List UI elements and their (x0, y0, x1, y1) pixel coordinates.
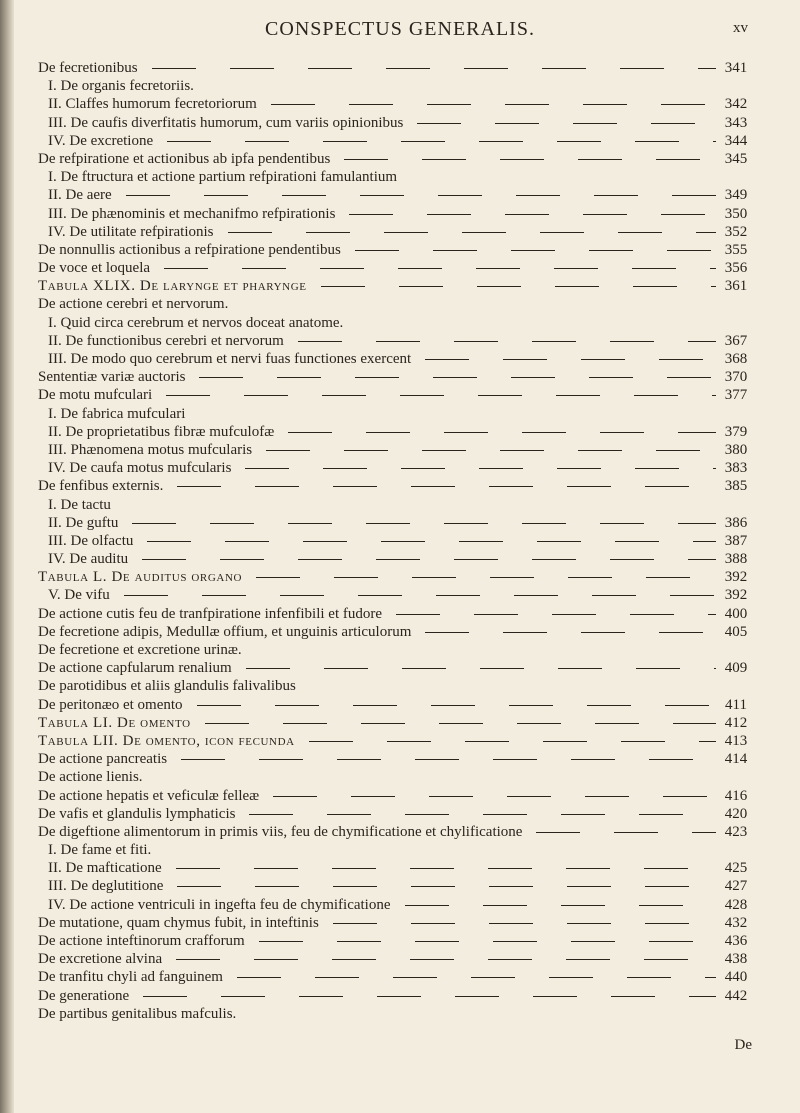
dash-leader (177, 882, 716, 892)
toc-entry-line (38, 60, 716, 77)
dash-leader (242, 300, 716, 310)
dash-leader (199, 373, 716, 383)
toc-page-number: 427 (724, 878, 748, 895)
toc-page-number: 370 (724, 369, 748, 386)
toc-page-number: 368 (724, 351, 748, 367)
dash-leader (417, 118, 716, 128)
toc-entry (0, 515, 800, 533)
toc-entry (0, 897, 800, 915)
toc-page-number: 414 (724, 751, 748, 768)
dash-leader (249, 809, 716, 819)
toc-entry-line (38, 642, 716, 659)
toc-page-number: 425 (724, 860, 748, 877)
toc-entry (0, 151, 800, 169)
toc-entry (0, 478, 800, 496)
catchword: De (734, 1036, 752, 1053)
dash-leader (273, 791, 716, 801)
toc-entry-title: III. De phænominis et mechanifmo refpirationis (48, 205, 336, 222)
toc-entry-title: De nonnullis actionibus a refpiratione pendentibus (38, 241, 341, 258)
toc-entry-line (48, 333, 716, 350)
toc-entry (0, 187, 800, 205)
toc-entry-title: De voce et loquela (38, 260, 151, 277)
toc-page-number: 345 (724, 150, 748, 167)
toc-page-number: 405 (724, 623, 748, 640)
toc-entry-title: De parotidibus et aliis glandulis falivalibus (38, 678, 296, 695)
toc-entry-line (38, 606, 716, 623)
toc-page-number: 416 (724, 787, 748, 804)
toc-entry-title: De actione pancreatis (38, 751, 168, 768)
dash-leader (125, 500, 716, 510)
dash-leader (177, 482, 716, 492)
toc-entry (0, 824, 800, 842)
toc-page-number: 438 (724, 951, 748, 968)
dash-leader (199, 409, 716, 419)
toc-entry-line (38, 788, 716, 805)
dash-leader (176, 955, 716, 965)
dash-leader (349, 209, 716, 219)
dash-leader (147, 536, 716, 546)
dash-leader (256, 646, 716, 656)
toc-entry-title: De vafis et glandulis lymphaticis (38, 805, 236, 822)
toc-entry-title: De actione hepatis et veficulæ felleæ (38, 787, 260, 804)
toc-page-number: 392 (724, 587, 748, 604)
dash-leader (166, 391, 716, 401)
toc-entry-title: II. De proprietatibus fibræ mufculofæ (48, 423, 275, 440)
toc-entry-title: III. De modo quo cerebrum et nervi fuas functiones exercent (48, 351, 412, 367)
toc-page-number: 423 (724, 823, 748, 840)
toc-entry-title: III. De deglutitione (48, 878, 164, 895)
toc-entry-title: II. De guftu (48, 514, 119, 531)
dash-leader (167, 136, 716, 146)
toc-entry (0, 115, 800, 133)
toc-page-number: 386 (724, 514, 748, 531)
toc-page-number: 383 (724, 460, 748, 477)
toc-entry (0, 442, 800, 460)
toc-entry-title: IV. De auditu (48, 551, 129, 568)
toc-entry (0, 751, 800, 769)
toc-entry-line (38, 733, 716, 750)
toc-entry (0, 769, 800, 787)
toc-entry-line (48, 406, 716, 423)
dash-leader (157, 773, 716, 783)
toc-entry-title: De refpiratione et actionibus ab ipfa pendentibus (38, 150, 331, 167)
toc-page-number: 411 (725, 696, 747, 713)
dash-leader (142, 555, 716, 565)
toc-entry (0, 460, 800, 478)
toc-entry-line (48, 96, 716, 113)
toc-entry-title: II. De mafticatione (48, 860, 162, 877)
toc-entry (0, 315, 800, 333)
toc-entry (0, 424, 800, 442)
toc-entry-title: De actione lienis. (38, 769, 143, 786)
dash-leader (405, 900, 716, 910)
toc-entry-line (38, 824, 716, 841)
toc-entry-line (38, 296, 716, 313)
toc-entry-line (38, 678, 716, 695)
toc-entry-line (48, 187, 716, 204)
toc-entry-line (38, 915, 716, 932)
dash-leader (228, 227, 716, 237)
toc-entry-line (38, 769, 716, 786)
page-header (0, 18, 800, 48)
toc-entry-line (38, 369, 716, 386)
toc-entry (0, 333, 800, 351)
toc-entry-title: I. De fame et fiti. (48, 842, 152, 859)
toc-entry-line (48, 351, 716, 368)
toc-entry-title: De fecretione adipis, Medullæ offium, et unguinis articulorum (38, 623, 412, 640)
toc-entry (0, 715, 800, 733)
toc-entry (0, 642, 800, 660)
toc-entry-line (38, 660, 716, 677)
toc-entry (0, 387, 800, 405)
dash-leader (181, 755, 716, 765)
toc-entry-line (38, 697, 716, 714)
dash-leader (321, 282, 716, 292)
toc-entry (0, 206, 800, 224)
dash-leader (152, 64, 716, 74)
toc-entry-title: De tranfitu chyli ad fanguinem (38, 969, 223, 986)
toc-entry-title: Tabula LII. De omento, icon fecunda (38, 732, 295, 749)
toc-entry (0, 951, 800, 969)
toc-entry-title: De actione capfularum renalium (38, 660, 232, 677)
dash-leader (344, 154, 716, 164)
toc-entry (0, 406, 800, 424)
dash-leader (357, 318, 716, 328)
toc-entry-line (38, 715, 716, 732)
toc-entry-line (38, 242, 716, 259)
toc-page-number: 341 (724, 60, 748, 76)
dash-leader (165, 846, 716, 856)
toc-entry-title: De partibus genitalibus mafculis. (38, 1005, 237, 1022)
toc-entry (0, 133, 800, 151)
toc-entry (0, 660, 800, 678)
toc-entry-line (48, 878, 716, 895)
toc-page-number: 392 (724, 569, 748, 586)
toc-entry-title: De actione cerebri et nervorum. (38, 296, 229, 313)
toc-entry-title: II. De functionibus cerebri et nervorum (48, 332, 284, 349)
toc-entry (0, 569, 800, 587)
toc-entry (0, 296, 800, 314)
toc-entry-line (38, 278, 716, 295)
toc-entry-line (48, 315, 716, 332)
toc-entry-title: I. De fabrica mufculari (48, 405, 186, 422)
toc-entry-line (38, 969, 716, 986)
toc-entry (0, 969, 800, 987)
toc-entry (0, 242, 800, 260)
toc-entry-title: Sententiæ variæ auctoris (38, 369, 186, 386)
toc-entry-title: De digeftione alimentorum in primis viis, feu de chymificatione et chylificatione (38, 823, 523, 840)
toc-entry-line (48, 224, 716, 241)
toc-entry-title: De actione inteftinorum crafforum (38, 933, 245, 949)
toc-page-number: 350 (724, 205, 748, 222)
toc-entry-line (48, 497, 716, 514)
toc-entry (0, 224, 800, 242)
toc-entry (0, 1006, 800, 1024)
toc-page-number: 442 (724, 987, 748, 1004)
toc-page-number: 352 (724, 223, 748, 240)
dash-leader (310, 682, 716, 692)
toc-entry-line (48, 115, 716, 132)
toc-entry-title: IV. De excretione (48, 132, 154, 149)
running-head: CONSPECTUS GENERALIS. (265, 18, 535, 40)
toc-entry-line (38, 569, 716, 586)
toc-entry-line (38, 751, 716, 768)
toc-entry-title: De fecretionibus (38, 60, 138, 76)
dash-leader (245, 464, 716, 474)
dash-leader (237, 973, 716, 983)
toc-entry-title: De fenfibus externis. (38, 478, 164, 495)
toc-entry-line (48, 533, 716, 550)
toc-entry-line (38, 806, 716, 823)
toc-entry (0, 278, 800, 296)
toc-page-number: 436 (724, 933, 748, 949)
toc-entry-title: IV. De utilitate refpirationis (48, 223, 214, 240)
toc-entry-title: Tabula LI. De omento (38, 714, 191, 731)
toc-page-number: 440 (724, 969, 748, 986)
dash-leader (164, 264, 716, 274)
toc-entry-title: I. De tactu (48, 496, 111, 513)
toc-entry (0, 860, 800, 878)
toc-entry-title: III. Phænomena motus mufcularis (48, 441, 253, 458)
dash-leader (333, 918, 716, 928)
toc-page-number: 388 (724, 551, 748, 568)
toc-entry-title: De fecretione et excretione urinæ. (38, 642, 242, 658)
toc-page-number: 420 (724, 805, 748, 822)
dash-leader (271, 100, 716, 110)
toc-entry (0, 60, 800, 78)
toc-entry (0, 842, 800, 860)
toc-entry-title: III. De caufis diverfitatis humorum, cum variis opinionibus (48, 114, 404, 131)
toc-entry (0, 169, 800, 187)
toc-page-number: 379 (724, 423, 748, 440)
toc-entry-title: II. De aere (48, 187, 112, 204)
toc-entry-line (38, 260, 716, 277)
toc-entry-line (38, 1006, 716, 1023)
toc-entry (0, 606, 800, 624)
toc-entry-title: De mutatione, quam chymus fubit, in inteftinis (38, 914, 319, 931)
toc-entry-line (38, 151, 716, 168)
toc-entry-line (48, 424, 716, 441)
toc-entry-line (38, 951, 716, 968)
dash-leader (266, 445, 716, 455)
toc-entry-line (38, 988, 716, 1005)
toc-entry-line (38, 933, 716, 950)
dash-leader (132, 518, 716, 528)
toc-entry-title: III. De olfactu (48, 532, 134, 549)
toc-entry-line (38, 387, 716, 404)
toc-entry (0, 697, 800, 715)
dash-leader (126, 191, 716, 201)
toc-page-number: 400 (724, 605, 748, 622)
toc-entry-title: De motu mufculari (38, 387, 153, 404)
toc-entry-line (38, 478, 716, 495)
toc-page-number: 413 (724, 732, 748, 749)
dash-leader (288, 427, 716, 437)
toc-entry-line (48, 587, 716, 604)
dash-leader (256, 573, 716, 583)
dash-leader (536, 827, 716, 837)
dash-leader (205, 718, 716, 728)
dash-leader (250, 1009, 716, 1019)
toc-entry (0, 497, 800, 515)
toc-entry (0, 351, 800, 369)
toc-entry-line (48, 515, 716, 532)
dash-leader (355, 245, 716, 255)
folio-number: xv (733, 20, 748, 36)
toc-entry-line (48, 442, 716, 459)
toc-entry-line (38, 624, 716, 641)
toc-page-number: 356 (724, 260, 748, 277)
toc-page-number: 361 (724, 278, 748, 295)
toc-entry-title: V. De vifu (48, 587, 110, 604)
toc-page-number: 385 (724, 478, 748, 495)
dash-leader (259, 937, 716, 947)
toc-page-number: 344 (724, 132, 748, 149)
toc-entry-line (48, 460, 716, 477)
table-of-contents (0, 60, 800, 1024)
toc-entry-title: IV. De caufa motus mufcularis (48, 460, 232, 477)
toc-page-number: 342 (724, 96, 748, 113)
toc-entry (0, 988, 800, 1006)
toc-entry (0, 533, 800, 551)
toc-entry (0, 915, 800, 933)
toc-entry-title: De peritonæo et omento (38, 696, 183, 713)
toc-entry (0, 933, 800, 951)
toc-entry-line (48, 551, 716, 568)
toc-entry (0, 369, 800, 387)
dash-leader (176, 864, 716, 874)
toc-entry (0, 788, 800, 806)
toc-entry (0, 260, 800, 278)
toc-entry-line (48, 897, 716, 914)
toc-page-number: 367 (724, 332, 748, 349)
dash-leader (143, 991, 716, 1001)
toc-page-number: 428 (724, 896, 748, 913)
toc-entry-line (48, 78, 716, 95)
dash-leader (197, 700, 716, 710)
toc-page-number: 387 (724, 532, 748, 549)
dash-leader (124, 591, 716, 601)
toc-page-number: 409 (724, 660, 748, 677)
toc-entry (0, 878, 800, 896)
dash-leader (425, 627, 716, 637)
toc-entry-title: De excretione alvina (38, 951, 163, 968)
toc-entry-line (48, 860, 716, 877)
dash-leader (411, 173, 716, 183)
dash-leader (246, 664, 716, 674)
toc-entry (0, 806, 800, 824)
toc-entry-line (48, 169, 716, 186)
toc-page-number: 355 (724, 241, 748, 258)
toc-entry-title: I. De ftructura et actione partium refpirationi famulantium (48, 169, 398, 186)
toc-entry-title: Tabula XLIX. De larynge et pharynge (38, 278, 307, 295)
toc-entry-title: I. Quid circa cerebrum et nervos doceat anatome. (48, 314, 344, 331)
toc-entry-line (48, 206, 716, 223)
toc-entry (0, 624, 800, 642)
toc-entry-title: IV. De actione ventriculi in ingefta feu de chymificatione (48, 896, 391, 913)
toc-entry (0, 678, 800, 696)
toc-entry (0, 96, 800, 114)
dash-leader (208, 82, 716, 92)
dash-leader (298, 336, 716, 346)
dash-leader (309, 736, 716, 746)
toc-entry-title: De generatione (38, 987, 130, 1004)
toc-entry-line (48, 842, 716, 859)
toc-page-number: 412 (724, 714, 748, 731)
toc-entry-title: II. Claffes humorum fecretoriorum (48, 96, 257, 113)
toc-entry (0, 587, 800, 605)
toc-page-number: 380 (724, 441, 748, 458)
dash-leader (425, 355, 716, 365)
toc-entry-line (48, 133, 716, 150)
toc-page-number: 343 (724, 114, 748, 131)
toc-page-number: 432 (724, 914, 748, 931)
toc-page-number: 349 (724, 187, 748, 204)
toc-entry-title: De actione cutis feu de tranfpiratione infenfibili et fudore (38, 605, 383, 622)
toc-entry (0, 78, 800, 96)
toc-entry-title: I. De organis fecretoriis. (48, 78, 194, 95)
toc-entry (0, 551, 800, 569)
toc-page-number: 377 (724, 387, 748, 404)
dash-leader (396, 609, 716, 619)
toc-entry (0, 733, 800, 751)
toc-entry-title: Tabula L. De auditus organo (38, 569, 243, 586)
